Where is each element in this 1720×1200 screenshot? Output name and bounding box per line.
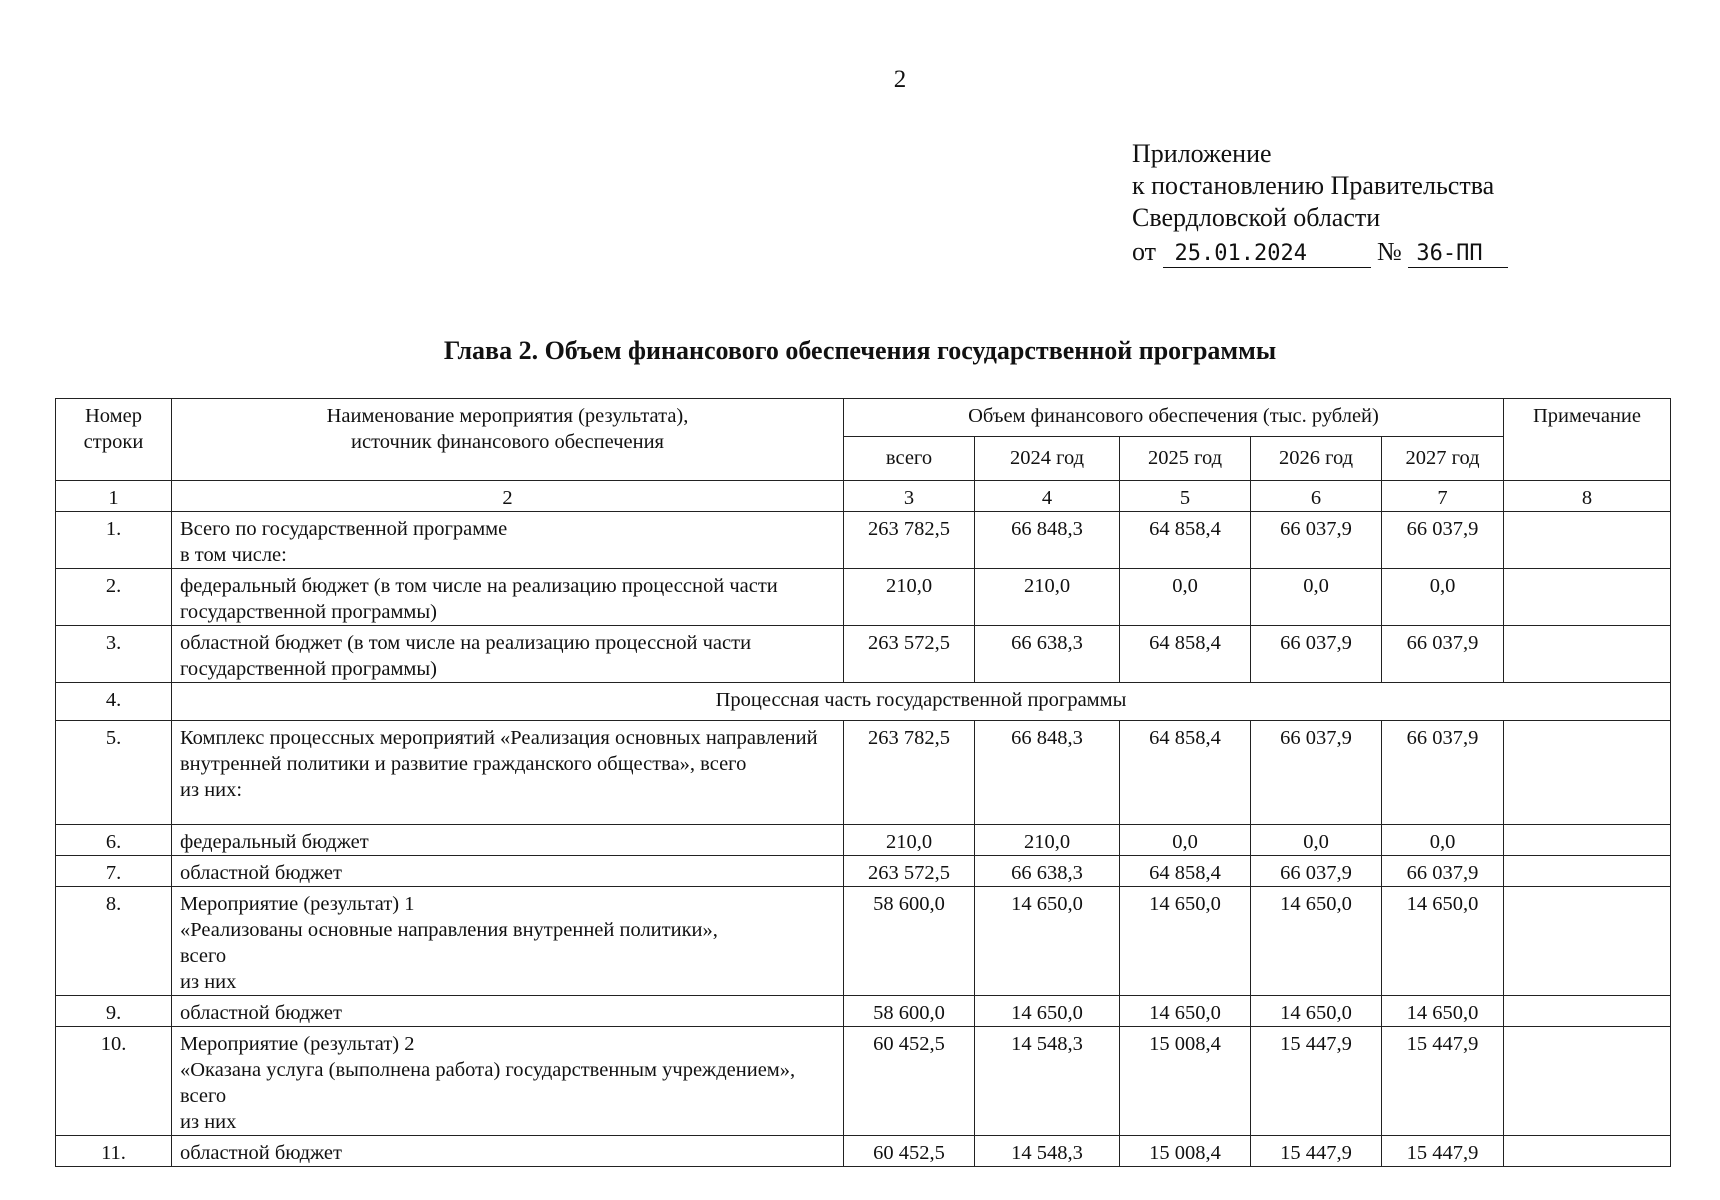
- header-row-number: Номер строки: [56, 399, 172, 481]
- value-y2025: 64 858,4: [1120, 856, 1251, 887]
- row-number: 6.: [56, 825, 172, 856]
- table-row: [56, 1027, 1671, 1136]
- page-number: 2: [893, 66, 907, 93]
- value-total: 210,0: [844, 569, 975, 626]
- row-number: 1.: [56, 512, 172, 569]
- value-y2025: 14 650,0: [1120, 887, 1251, 996]
- row-note: [1504, 512, 1671, 569]
- value-y2024: 66 638,3: [975, 856, 1120, 887]
- value-y2027: 66 037,9: [1382, 721, 1504, 825]
- row-note: [1504, 626, 1671, 683]
- value-y2024: 14 650,0: [975, 887, 1120, 996]
- value-y2027: 14 650,0: [1382, 996, 1504, 1027]
- header-2025: 2025 год: [1120, 437, 1251, 481]
- value-total: 263 782,5: [844, 721, 975, 825]
- value-y2024: 14 548,3: [975, 1136, 1120, 1167]
- row-name: Мероприятие (результат) 2 «Оказана услуга (выполнена работа) государственным учреждением», всего из них: [172, 1027, 844, 1136]
- row-note: [1504, 996, 1671, 1027]
- table-row: [56, 721, 1671, 825]
- row-note: [1504, 825, 1671, 856]
- value-y2027: 0,0: [1382, 825, 1504, 856]
- value-y2025: 15 008,4: [1120, 1136, 1251, 1167]
- value-y2025: 0,0: [1120, 569, 1251, 626]
- column-number: 3: [844, 481, 975, 512]
- date-prefix: от: [1132, 237, 1157, 266]
- value-y2025: 64 858,4: [1120, 626, 1251, 683]
- section-title: Процессная часть государственной программы: [172, 683, 1671, 721]
- value-total: 263 782,5: [844, 512, 975, 569]
- row-note: [1504, 721, 1671, 825]
- table-header-row: [56, 399, 1671, 437]
- header-volume: Объем финансового обеспечения (тыс. рублей): [844, 399, 1504, 437]
- resolution-date: 25.01.2024: [1163, 241, 1371, 268]
- table-row: [56, 683, 1671, 721]
- row-name: областной бюджет: [172, 996, 844, 1027]
- value-y2026: 66 037,9: [1251, 512, 1382, 569]
- number-prefix: №: [1377, 237, 1402, 266]
- value-y2024: 210,0: [975, 569, 1120, 626]
- value-y2026: 66 037,9: [1251, 626, 1382, 683]
- value-y2025: 64 858,4: [1120, 512, 1251, 569]
- value-total: 210,0: [844, 825, 975, 856]
- value-y2026: 66 037,9: [1251, 721, 1382, 825]
- value-y2024: 66 848,3: [975, 512, 1120, 569]
- value-y2024: 66 848,3: [975, 721, 1120, 825]
- column-number: 7: [1382, 481, 1504, 512]
- value-y2026: 0,0: [1251, 569, 1382, 626]
- table-row: [56, 626, 1671, 683]
- table-row: [56, 825, 1671, 856]
- row-name: федеральный бюджет: [172, 825, 844, 856]
- row-name: областной бюджет: [172, 1136, 844, 1167]
- value-y2027: 66 037,9: [1382, 512, 1504, 569]
- column-numbers-row: [56, 481, 1671, 512]
- row-note: [1504, 1136, 1671, 1167]
- value-total: 58 600,0: [844, 996, 975, 1027]
- value-y2024: 66 638,3: [975, 626, 1120, 683]
- value-y2027: 15 447,9: [1382, 1136, 1504, 1167]
- row-number: 7.: [56, 856, 172, 887]
- table-row: [56, 887, 1671, 996]
- appendix-block: [1132, 138, 1508, 268]
- appendix-region-line: Свердловской области: [1132, 203, 1381, 232]
- value-y2025: 0,0: [1120, 825, 1251, 856]
- header-name: Наименование мероприятия (результата), источник финансового обеспечения: [172, 399, 844, 481]
- row-number: 5.: [56, 721, 172, 825]
- column-number: 6: [1251, 481, 1382, 512]
- appendix-title: Приложение: [1132, 139, 1272, 168]
- row-note: [1504, 1027, 1671, 1136]
- header-total: всего: [844, 437, 975, 481]
- row-number: 10.: [56, 1027, 172, 1136]
- column-number: 4: [975, 481, 1120, 512]
- column-number: 1: [56, 481, 172, 512]
- column-number: 8: [1504, 481, 1671, 512]
- value-y2026: 66 037,9: [1251, 856, 1382, 887]
- row-name: Мероприятие (результат) 1 «Реализованы основные направления внутренней политики», всего из них: [172, 887, 844, 996]
- header-2027: 2027 год: [1382, 437, 1504, 481]
- value-total: 58 600,0: [844, 887, 975, 996]
- value-y2026: 0,0: [1251, 825, 1382, 856]
- row-number: 9.: [56, 996, 172, 1027]
- row-name: Всего по государственной программе в том числе:: [172, 512, 844, 569]
- value-total: 263 572,5: [844, 856, 975, 887]
- row-note: [1504, 856, 1671, 887]
- value-y2026: 15 447,9: [1251, 1027, 1382, 1136]
- row-name: Комплекс процессных мероприятий «Реализация основных направлений внутренней политики и развитие гражданского общества», всего из них:: [172, 721, 844, 825]
- row-number: 8.: [56, 887, 172, 996]
- table-row: [56, 1136, 1671, 1167]
- row-name: областной бюджет: [172, 856, 844, 887]
- value-y2025: 15 008,4: [1120, 1027, 1251, 1136]
- value-y2024: 14 548,3: [975, 1027, 1120, 1136]
- value-total: 60 452,5: [844, 1136, 975, 1167]
- value-y2027: 0,0: [1382, 569, 1504, 626]
- chapter-title: Глава 2. Объем финансового обеспечения государственной программы: [443, 336, 1277, 365]
- value-y2025: 14 650,0: [1120, 996, 1251, 1027]
- value-y2026: 15 447,9: [1251, 1136, 1382, 1167]
- value-y2027: 66 037,9: [1382, 856, 1504, 887]
- header-2024: 2024 год: [975, 437, 1120, 481]
- row-number: 4.: [56, 683, 172, 721]
- row-name: областной бюджет (в том числе на реализацию процессной части государственной программы): [172, 626, 844, 683]
- resolution-number: 36-ПП: [1408, 241, 1508, 268]
- value-y2027: 14 650,0: [1382, 887, 1504, 996]
- appendix-date-number-line: [1132, 236, 1508, 268]
- row-number: 2.: [56, 569, 172, 626]
- table-row: [56, 569, 1671, 626]
- value-y2024: 210,0: [975, 825, 1120, 856]
- column-number: 2: [172, 481, 844, 512]
- value-y2026: 14 650,0: [1251, 887, 1382, 996]
- row-note: [1504, 569, 1671, 626]
- value-total: 263 572,5: [844, 626, 975, 683]
- appendix-resolution-line: к постановлению Правительства: [1132, 171, 1495, 200]
- table-row: [56, 856, 1671, 887]
- value-y2027: 15 447,9: [1382, 1027, 1504, 1136]
- row-name: федеральный бюджет (в том числе на реализацию процессной части государственной программы): [172, 569, 844, 626]
- value-y2024: 14 650,0: [975, 996, 1120, 1027]
- value-y2025: 64 858,4: [1120, 721, 1251, 825]
- column-number: 5: [1120, 481, 1251, 512]
- value-y2026: 14 650,0: [1251, 996, 1382, 1027]
- value-total: 60 452,5: [844, 1027, 975, 1136]
- row-note: [1504, 887, 1671, 996]
- table-row: [56, 996, 1671, 1027]
- row-number: 11.: [56, 1136, 172, 1167]
- finance-table: [55, 398, 1671, 1167]
- value-y2027: 66 037,9: [1382, 626, 1504, 683]
- table-row: [56, 512, 1671, 569]
- header-note: Примечание: [1504, 399, 1671, 481]
- header-2026: 2026 год: [1251, 437, 1382, 481]
- row-number: 3.: [56, 626, 172, 683]
